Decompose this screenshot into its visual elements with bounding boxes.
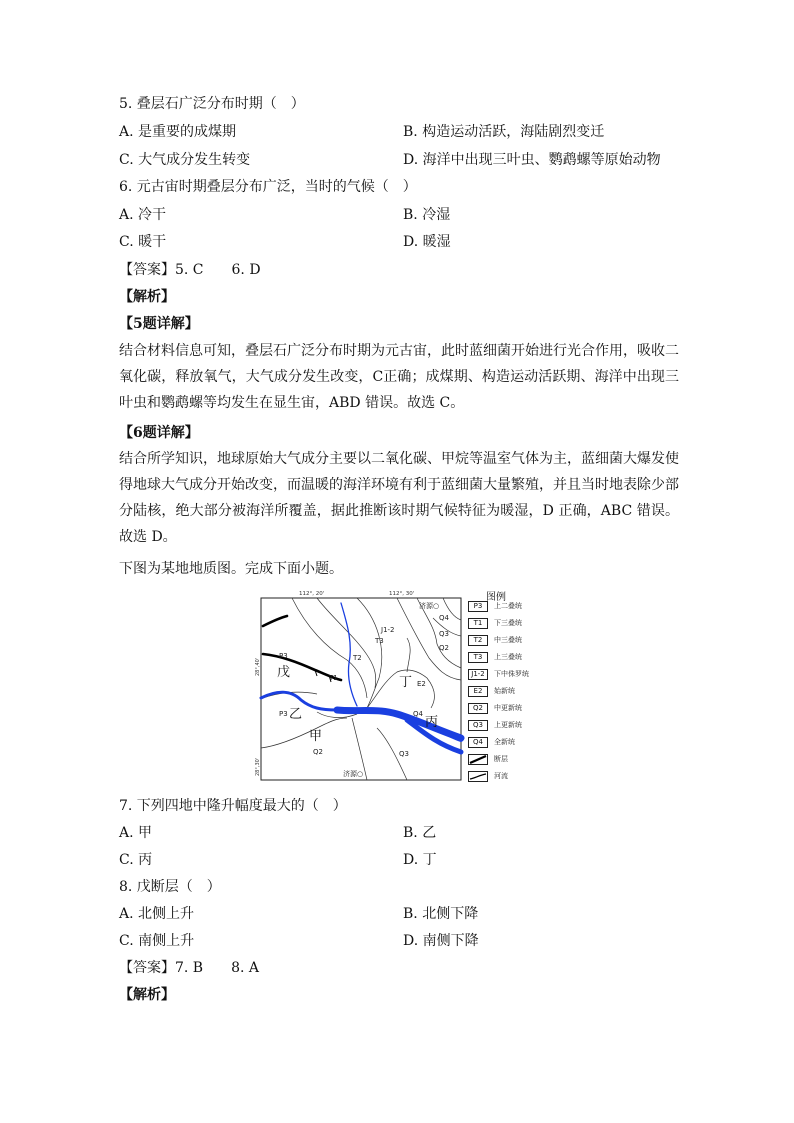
legend-label: 上三叠统 bbox=[494, 653, 522, 661]
lat-label-2: 28°,30' bbox=[255, 757, 261, 776]
q6-option-c: C. 暖干 bbox=[119, 234, 167, 250]
q7-option-d: D. 丁 bbox=[403, 852, 437, 868]
lon-label-1: 112°, 20' bbox=[299, 591, 325, 597]
legend-item bbox=[468, 634, 522, 646]
answer-7-8: 【答案】7. B 8. A bbox=[119, 960, 260, 976]
unit-q3-top: Q3 bbox=[439, 630, 449, 638]
river-symbol-icon bbox=[468, 771, 488, 782]
q7-option-b: B. 乙 bbox=[403, 825, 437, 841]
legend-swatch: J1-2 bbox=[468, 669, 488, 680]
q5-stem: 5. 叠层石广泛分布时期（ ） bbox=[119, 96, 305, 112]
legend-river bbox=[468, 770, 508, 782]
q6-option-d: D. 暖湿 bbox=[403, 234, 451, 250]
unit-q3: Q3 bbox=[399, 750, 409, 758]
legend-item bbox=[468, 685, 515, 697]
legend-label: 上更新统 bbox=[494, 721, 522, 729]
q5-option-b: B. 构造运动活跃，海陆剧烈变迁 bbox=[403, 124, 605, 140]
town-top: 济源○ bbox=[419, 602, 440, 610]
legend-label: 中三叠统 bbox=[494, 636, 522, 644]
q7-option-c: C. 丙 bbox=[119, 852, 153, 868]
legend-item bbox=[468, 702, 522, 714]
map-intro: 下图为某地地质图。完成下面小题。 bbox=[119, 561, 343, 577]
analysis-heading-2: 【解析】 bbox=[119, 987, 175, 1003]
unit-e2: E2 bbox=[417, 680, 426, 688]
legend-label: 中更新统 bbox=[494, 704, 522, 712]
legend-swatch: T2 bbox=[468, 635, 488, 646]
legend-label: 下三叠统 bbox=[494, 619, 522, 627]
q8-option-a: A. 北侧上升 bbox=[119, 906, 195, 922]
unit-q2-top: Q2 bbox=[439, 644, 449, 652]
q6-option-b: B. 冷湿 bbox=[403, 207, 451, 223]
lon-label-2: 112°, 30' bbox=[389, 591, 415, 597]
legend-label: 始新统 bbox=[494, 687, 515, 695]
legend-item bbox=[468, 668, 529, 680]
unit-j12: J1-2 bbox=[381, 626, 395, 634]
q5-option-d: D. 海洋中出现三叶虫、鹦鹉螺等原始动物 bbox=[403, 152, 661, 168]
analysis-heading-1: 【解析】 bbox=[119, 289, 175, 305]
map-legend bbox=[462, 588, 542, 784]
detail-5-title: 【5题详解】 bbox=[119, 316, 199, 332]
q5-option-c: C. 大气成分发生转变 bbox=[119, 152, 251, 168]
legend-swatch: T1 bbox=[468, 618, 488, 629]
q6-option-a: A. 冷干 bbox=[119, 207, 167, 223]
fault-symbol-icon bbox=[468, 754, 488, 765]
legend-item bbox=[468, 617, 522, 629]
q5-option-a: A. 是重要的成煤期 bbox=[119, 124, 237, 140]
unit-q4-top: Q4 bbox=[439, 614, 449, 622]
legend-label: 断层 bbox=[494, 755, 508, 763]
place-ding: 丁 bbox=[399, 675, 413, 690]
legend-swatch: Q3 bbox=[468, 720, 488, 731]
legend-item bbox=[468, 600, 522, 612]
legend-swatch: Q4 bbox=[468, 737, 488, 748]
place-jia: 甲 bbox=[309, 729, 323, 744]
place-yi: 乙 bbox=[289, 707, 303, 722]
unit-p3-north: P3 bbox=[279, 652, 288, 660]
unit-t1: T1 bbox=[329, 674, 338, 682]
legend-item bbox=[468, 651, 522, 663]
place-wu: 戊 bbox=[277, 665, 291, 680]
q7-stem: 7. 下列四地中隆升幅度最大的（ ） bbox=[119, 798, 347, 814]
q8-option-c: C. 南侧上升 bbox=[119, 933, 195, 949]
detail-6-text: 结合所学知识，地球原始大气成分主要以二氧化碳、甲烷等温室气体为主，蓝细菌大爆发使得地球大气成分开始改变，而温暖的海洋环境有利于蓝细菌大量繁殖，并且当时地表除少部分陆核，绝大部分被海洋所覆盖，据此推断该时期气候特征为暖湿，D 正确，ABC 错误。故选 D。 bbox=[119, 451, 679, 545]
lat-label-1: 28°,40' bbox=[255, 657, 261, 676]
legend-swatch: E2 bbox=[468, 686, 488, 697]
legend-swatch: P3 bbox=[468, 601, 488, 612]
answer-5-6: 【答案】5. C 6. D bbox=[119, 262, 261, 278]
legend-label: 下中侏罗统 bbox=[494, 670, 529, 678]
detail-6-title: 【6题详解】 bbox=[119, 425, 199, 441]
q7-option-a: A. 甲 bbox=[119, 825, 153, 841]
legend-item bbox=[468, 736, 515, 748]
q8-option-d: D. 南侧下降 bbox=[403, 933, 479, 949]
legend-item bbox=[468, 719, 522, 731]
unit-p3-south: P3 bbox=[279, 710, 288, 718]
legend-fault bbox=[468, 753, 508, 765]
q8-option-b: B. 北侧下降 bbox=[403, 906, 479, 922]
legend-label: 河流 bbox=[494, 772, 508, 780]
q8-stem: 8. 戊断层（ ） bbox=[119, 879, 221, 895]
place-bing: 丙 bbox=[425, 715, 439, 730]
detail-5-text: 结合材料信息可知，叠层石广泛分布时期为元古宙，此时蓝细菌开始进行光合作用，吸收二氧化碳，释放氧气，大气成分发生改变，C正确；成煤期、构造运动活跃期、海洋中出现三叶虫和鹦鹉螺等均发生在显生宙，ABD 错误。故选 C。 bbox=[119, 343, 679, 411]
unit-q4: Q4 bbox=[413, 710, 423, 718]
legend-title: 图例 bbox=[486, 592, 506, 603]
town-bottom: 济源○ bbox=[343, 770, 364, 778]
legend-label: 全新统 bbox=[494, 738, 515, 746]
legend-swatch: T3 bbox=[468, 652, 488, 663]
legend-swatch: Q2 bbox=[468, 703, 488, 714]
unit-t2: T2 bbox=[353, 654, 362, 662]
q6-stem: 6. 元古宙时期叠层分布广泛，当时的气候（ ） bbox=[119, 179, 417, 195]
legend-label: 上二叠统 bbox=[494, 602, 522, 610]
unit-t3: T3 bbox=[375, 637, 384, 645]
unit-q2: Q2 bbox=[313, 748, 323, 756]
